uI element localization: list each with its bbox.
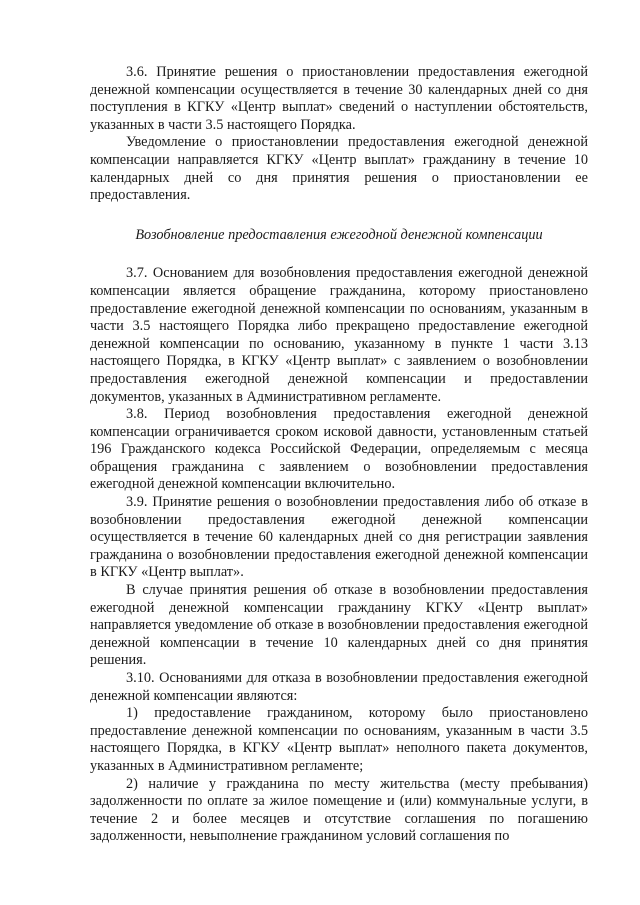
paragraph-3-7: 3.7. Основанием для возобновления предоставления ежегодной денежной компенсации является обращение гражданина, которому приостановлено предоставление ежегодной денежной компенсации по основаниям, указанным в части 3.5 настоящего Порядка либо прекращено предоставление ежегодной денежной компенсации по основанию, указанному в пункте 1 части 3.13 настоящего Порядка, в КГКУ «Центр выплат» с заявлением о возобновлении предоставления ежегодной денежной компенсации и предоставлении документов, указанных в Административном регламенте. xyxy=(90,265,588,405)
paragraph-suspension-notice: Уведомление о приостановлении предоставления ежегодной денежной компенсации направляется КГКУ «Центр выплат» гражданину в течение 10 календарных дней со дня принятия решения о приостановлении ее предоставления. xyxy=(90,134,588,204)
section-heading: Возобновление предоставления ежегодной денежной компенсации xyxy=(135,226,543,243)
list-item-1: 1) предоставление гражданином, которому было приостановлено предоставление денежной компенсации по основаниям, указанным в части 3.5 настоящего Порядка, в КГКУ «Центр выплат» неполного пакета документов, указанных в Административном регламенте; xyxy=(90,705,588,774)
paragraph-3-9: 3.9. Принятие решения о возобновлении предоставления либо об отказе в возобновлении предоставления ежегодной денежной компенсации осуществляется в течение 60 календарных дней со дня регистрации заявления гражданина о возобновлении предоставления ежегодной денежной компенсации в КГКУ «Центр выплат». xyxy=(90,494,588,581)
paragraph-3-8: 3.8. Период возобновления предоставления ежегодной денежной компенсации ограничивается сроком исковой давности, установленным статьей 196 Гражданского кодекса Российской Федерации, определяемым с месяца обращения гражданина с заявлением о возобновлении предоставления ежегодной денежной компенсации включительно. xyxy=(90,406,588,493)
paragraph-3-6: 3.6. Принятие решения о приостановлении предоставления ежегодной денежной компенсации осуществляется в течение 30 календарных дней со дня поступления в КГКУ «Центр выплат» сведений о наступлении обстоятельств, указанных в части 3.5 настоящего Порядка. xyxy=(90,64,588,133)
paragraph-3-10: 3.10. Основаниями для отказа в возобновлении предоставления ежегодной денежной компенсации являются: xyxy=(90,670,588,704)
list-item-2: 2) наличие у гражданина по месту жительства (месту пребывания) задолженности по оплате за жилое помещение и (или) коммунальные услуги, в течение 2 и более месяцев и отсутствие соглашения по погашению задолженности, невыполнение гражданином условий соглашения по xyxy=(90,775,588,845)
paragraph-refusal-notice: В случае принятия решения об отказе в возобновлении предоставления ежегодной денежной компенсации гражданину КГКУ «Центр выплат» направляется уведомление об отказе в возобновлении предоставления ежегодной денежной компенсации в течение 10 календарных дней со дня принятия решения. xyxy=(90,582,588,669)
